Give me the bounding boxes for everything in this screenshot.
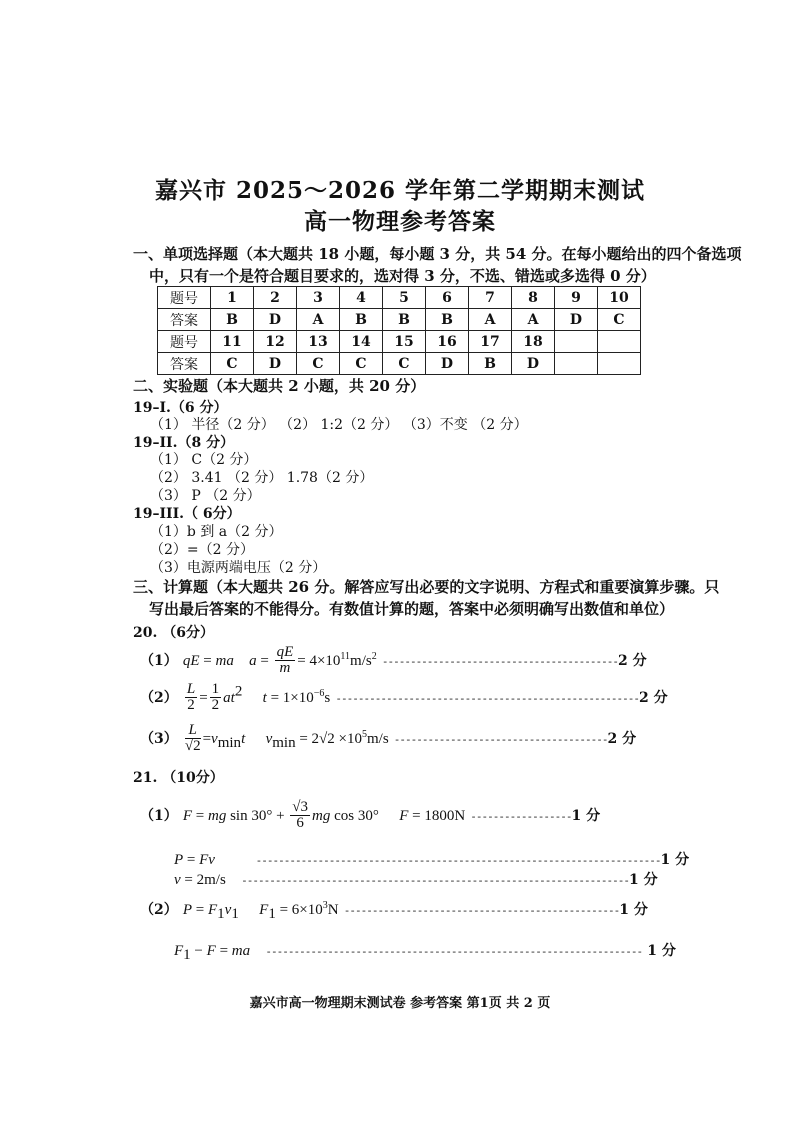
table-cell: B bbox=[426, 309, 469, 331]
part-number: （2） bbox=[140, 902, 178, 918]
points-label: 2 分 bbox=[617, 653, 647, 669]
q21-power-formula: P = Fv ------------------------------------------------------------------------1 分 bbox=[174, 852, 690, 868]
table-cell: 13 bbox=[297, 331, 340, 353]
table-row bbox=[158, 287, 641, 309]
q20-label: 20. （6分） bbox=[133, 625, 214, 641]
table-cell: 16 bbox=[426, 331, 469, 353]
q21-velocity-result: v = 2m/s ---------------------------------------------------------------------1 分 bbox=[174, 872, 658, 888]
table-cell: 11 bbox=[211, 331, 254, 353]
table-cell: D bbox=[426, 353, 469, 375]
table-cell: 8 bbox=[512, 287, 555, 309]
table-cell: A bbox=[469, 309, 512, 331]
q19-1-answers: （1） 半径（2 分） （2） 1:2（2 分） （3）不变 （2 分） bbox=[150, 417, 528, 433]
table-cell: 18 bbox=[512, 331, 555, 353]
q19-2-label: 19–II.（8 分） bbox=[133, 435, 235, 451]
table-cell: C bbox=[598, 309, 641, 331]
table-cell: D bbox=[512, 353, 555, 375]
table-cell: 2 bbox=[254, 287, 297, 309]
table-cell bbox=[598, 331, 641, 353]
q19-3-label: 19–III.（ 6分） bbox=[133, 506, 241, 522]
table-cell: 12 bbox=[254, 331, 297, 353]
points-label: 2 分 bbox=[638, 690, 668, 706]
table-cell: A bbox=[512, 309, 555, 331]
table-cell: C bbox=[297, 353, 340, 375]
q21-part1-formula: （1） F = mg sin 30° + $\frac{√3}{6}$ mg cos 30° F = 1800N ------------------1 分 bbox=[140, 799, 601, 831]
section1-heading-line1: 一、单项选择题（本大题共 18 小题，每小题 3 分，共 54 分。在每小题给出的四个备选项 bbox=[133, 245, 742, 263]
table-cell: B bbox=[340, 309, 383, 331]
table-cell: 4 bbox=[340, 287, 383, 309]
section3-heading-line2: 写出最后答案的不能得分。有数值计算的题，答案中必须明确写出数值和单位） bbox=[149, 600, 675, 618]
table-cell: 3 bbox=[297, 287, 340, 309]
points-label: 1 分 bbox=[571, 808, 601, 824]
part-number: （2） bbox=[140, 690, 178, 706]
table-row bbox=[158, 309, 641, 331]
table-cell bbox=[598, 353, 641, 375]
table-cell: 题号 bbox=[158, 331, 211, 353]
points-label: 1 分 bbox=[647, 943, 676, 959]
table-cell bbox=[555, 331, 598, 353]
q19-3-answer-1: （1）b 到 a（2 分） bbox=[150, 524, 283, 540]
table-row bbox=[158, 331, 641, 353]
section1-heading-line2: 中，只有一个是符合题目要求的，选对得 3 分，不选、错选或多选得 0 分） bbox=[149, 267, 656, 285]
table-cell bbox=[555, 353, 598, 375]
q19-2-answer-2: （2） 3.41 （2 分） 1.78（2 分） bbox=[150, 470, 374, 486]
table-cell: 5 bbox=[383, 287, 426, 309]
part-number: （1） bbox=[140, 808, 178, 824]
table-cell: B bbox=[469, 353, 512, 375]
table-cell: C bbox=[211, 353, 254, 375]
q19-1-label: 19–I.（6 分） bbox=[133, 400, 228, 416]
part-number: （3） bbox=[140, 731, 178, 747]
q19-3-answer-2: （2）=（2 分） bbox=[150, 542, 254, 558]
exam-subtitle: 高一物理参考答案 bbox=[304, 208, 496, 235]
table-cell: 14 bbox=[340, 331, 383, 353]
points-label: 1 分 bbox=[619, 902, 648, 918]
table-cell: 答案 bbox=[158, 353, 211, 375]
table-cell: D bbox=[254, 309, 297, 331]
points-label: 2 分 bbox=[607, 731, 637, 747]
table-cell: 答案 bbox=[158, 309, 211, 331]
table-cell: D bbox=[254, 353, 297, 375]
table-cell: C bbox=[340, 353, 383, 375]
q21-part2-formula: （2） $P = F_1v_1$ $F_1 = 6\times 10^3N$ -------------------------------------------------1 分 bbox=[140, 900, 648, 923]
q19-3-answer-3: （3）电源两端电压（2 分） bbox=[150, 560, 327, 576]
table-cell: B bbox=[383, 309, 426, 331]
table-row bbox=[158, 353, 641, 375]
part-number: （1） bbox=[140, 653, 178, 669]
q20-part3-formula: （3） $\frac{L}{√2}$ $=v_{min}t$ $v_{min} = 2√2 \times 10^5m/s$ --------------------------------------2 分 bbox=[140, 722, 637, 754]
table-cell: 题号 bbox=[158, 287, 211, 309]
q19-2-answer-3: （3） P （2 分） bbox=[150, 488, 261, 504]
table-cell: D bbox=[555, 309, 598, 331]
q21-label: 21. （10分） bbox=[133, 770, 224, 786]
q20-part2-formula: （2） $\frac{L}{2}$ = $\frac{1}{2}$ $at^2$ $t = 1\times 10^{-6}s$ ------------------------------------------------------2 分 bbox=[140, 681, 668, 713]
table-cell: 7 bbox=[469, 287, 512, 309]
table-cell: 9 bbox=[555, 287, 598, 309]
section2-heading: 二、实验题（本大题共 2 小题，共 20 分） bbox=[133, 377, 426, 395]
answer-table bbox=[157, 286, 641, 375]
points-label: 1 分 bbox=[660, 852, 690, 868]
table-cell: B bbox=[211, 309, 254, 331]
table-cell: 6 bbox=[426, 287, 469, 309]
table-cell: 15 bbox=[383, 331, 426, 353]
table-cell: 1 bbox=[211, 287, 254, 309]
exam-title: 嘉兴市 2025～2026 学年第二学期期末测试 bbox=[154, 177, 646, 204]
section3-heading-line1: 三、计算题（本大题共 26 分。解答应写出必要的文字说明、方程式和重要演算步骤。只 bbox=[133, 578, 720, 596]
table-cell: 17 bbox=[469, 331, 512, 353]
q19-2-answer-1: （1） C（2 分） bbox=[150, 452, 258, 468]
table-cell: 10 bbox=[598, 287, 641, 309]
table-cell: A bbox=[297, 309, 340, 331]
q20-part1-formula: （1） qE = ma a = $\frac{qE}{m}$ = $4\times 10^{11}m/s^2$ ------------------------------------------2 分 bbox=[140, 644, 647, 676]
q21-newton-formula: $F_1 - F$ = ma ------------------------------------------------------------------- 1 分 bbox=[174, 943, 676, 964]
points-label: 1 分 bbox=[629, 872, 658, 888]
page-footer: 嘉兴市高一物理期末测试卷 参考答案 第1页 共 2 页 bbox=[249, 996, 551, 1011]
table-cell: C bbox=[383, 353, 426, 375]
